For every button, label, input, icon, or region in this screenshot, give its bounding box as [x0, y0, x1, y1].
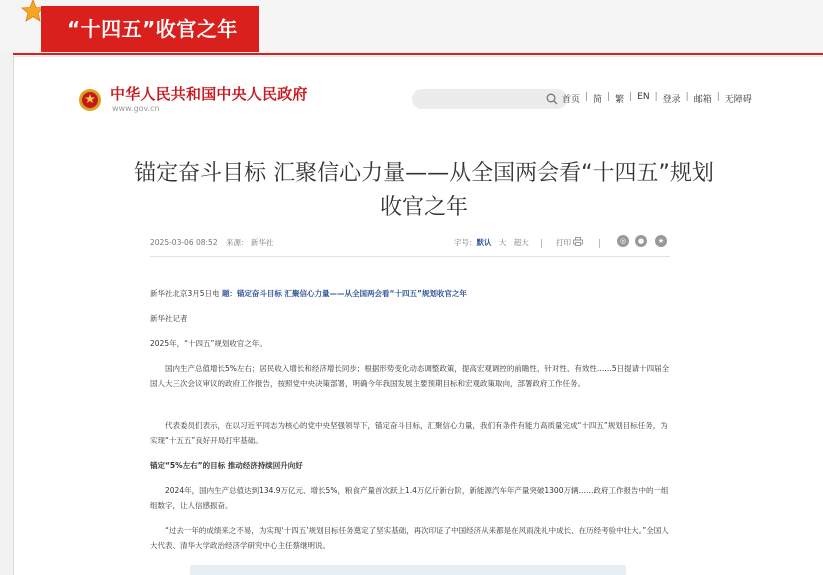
- site-name[interactable]: 中华人民共和国中央人民政府: [110, 85, 308, 103]
- banner-rule: [13, 53, 823, 55]
- printer-icon: [573, 237, 583, 246]
- font-size-xlarge[interactable]: 超大: [513, 238, 529, 247]
- national-emblem-icon: [78, 88, 102, 112]
- article-meta: [150, 237, 279, 248]
- print-label: 打印: [556, 238, 571, 247]
- search-input[interactable]: [412, 89, 567, 109]
- nav-mail[interactable]: 邮箱: [693, 95, 712, 105]
- article-date: 2025-03-06 08:52: [150, 238, 218, 247]
- meta-divider: [541, 239, 542, 248]
- nav-simplified[interactable]: 简: [593, 95, 603, 105]
- search-icon[interactable]: [546, 93, 558, 105]
- font-size-default[interactable]: 默认: [476, 238, 492, 247]
- paragraph: 国内生产总值增长5%左右；居民收入增长和经济增长同步；根据形势变化动态调整政策，提高宏观调控的前瞻性、针对性、有效性……5日提请十四届全国人大三次会议审议的政府工作报告，按照党中央决策部署，明确今年我国发展主要预期目标和宏观政策取向，部署政府工作任务。: [150, 364, 670, 388]
- paragraph: 2025年，“十四五”规划收官之年。: [150, 339, 267, 348]
- topic-banner: “十四五”收官之年: [41, 6, 259, 52]
- paragraph: 代表委员们表示，在以习近平同志为核心的党中央坚强领导下，锚定奋斗目标，汇聚信心力量，我们有条件有能力高质量完成“十四五”规划目标任务，为实现“十五五”良好开局打牢基础。: [150, 421, 668, 445]
- site-url: www.gov.cn: [112, 104, 160, 113]
- print-button[interactable]: [556, 237, 583, 248]
- nav-login[interactable]: 登录: [662, 95, 681, 105]
- section-heading: 锚定“5%左右”的目标 推动经济持续回升向好: [150, 461, 303, 470]
- font-size-label: 字号：: [454, 238, 477, 247]
- font-size-large[interactable]: 大: [498, 238, 507, 247]
- nav-accessibility[interactable]: 无障碍: [724, 95, 752, 105]
- page-screenshot: [13, 56, 823, 575]
- weibo-share-icon[interactable]: ◎: [617, 235, 629, 247]
- nav-traditional[interactable]: 繁: [615, 95, 625, 105]
- meta-divider-line: [150, 256, 670, 257]
- byline: 新华社记者: [150, 314, 188, 323]
- font-size-control: [454, 237, 534, 248]
- favorite-share-icon[interactable]: ★: [655, 235, 667, 247]
- wechat-share-icon[interactable]: ●: [635, 235, 647, 247]
- nav-home[interactable]: 首页: [562, 95, 581, 105]
- lead-title-link[interactable]: 题：锚定奋斗目标 汇聚信心力量——从全国两会看“十四五”规划收官之年: [221, 289, 467, 298]
- article-source: 来源： 新华社: [225, 238, 274, 247]
- nav-english[interactable]: EN: [637, 92, 650, 102]
- top-nav: 首页 | 简 | 繁 | EN | 登录 | 邮箱 | 无障碍: [562, 92, 752, 105]
- lead-paragraph: [150, 286, 672, 301]
- article-title: 锚定奋斗目标 汇聚信心力量——从全国两会看“十四五”规划收官之年: [134, 161, 714, 220]
- paragraph: 2024年，国内生产总值达到134.9万亿元、增长5%，粮食产量首次跃上1.4万亿斤新台阶，新能源汽车年产量突破1300万辆……政府工作报告中的一组组数字，让人信感振奋。: [150, 486, 669, 510]
- paragraph: “过去一年的成绩来之不易，为实现‘十四五’规划目标任务奠定了坚实基础，再次印证了中国经济从来都是在风雨洗礼中成长、在历经考验中壮大。”全国人大代表、清华大学政治经济学研究中心主任蔡继明说。: [150, 526, 669, 550]
- lead-prefix: 新华社北京3月5日电: [150, 289, 220, 298]
- meta-divider: [599, 239, 600, 248]
